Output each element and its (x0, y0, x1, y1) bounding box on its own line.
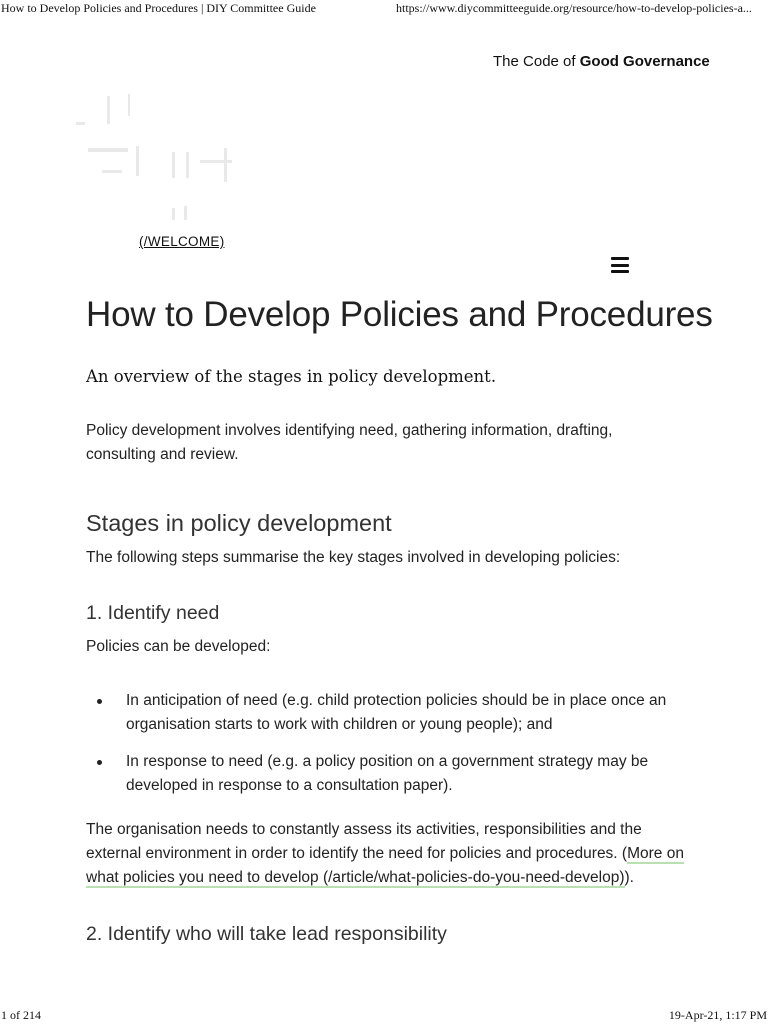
print-header (0, 0, 768, 18)
step-1-paragraph: Policies can be developed: (86, 638, 271, 655)
bullet-icon (97, 699, 102, 704)
list-item-text: In response to need (e.g. a policy position on a government strategy may be developed in response to a consultation paper). (126, 753, 649, 794)
print-footer (0, 1006, 768, 1024)
policies-article-link[interactable]: More on what policies you need to develop (/article/what-policies-do-you-need-develop) (86, 845, 684, 886)
hamburger-menu-icon[interactable] (611, 257, 630, 273)
print-header-title: How to Develop Policies and Procedures | DIY Committee Guide (1, 1, 316, 15)
step-1-bullet-list (86, 689, 676, 811)
list-item (86, 689, 676, 737)
organisation-text: The organisation needs to constantly assess its activities, responsibilities and the external environment in order to identify the need for policies and procedures. ( (86, 821, 642, 862)
welcome-link[interactable]: (/WELCOME) (139, 234, 225, 249)
bullet-icon (97, 760, 102, 765)
section-heading: Stages in policy development (86, 510, 392, 536)
intro-paragraph: Policy development involves identifying need, gathering information, drafting, consulting and review. (86, 422, 613, 463)
print-datetime: 19-Apr-21, 1:17 PM (668, 1008, 767, 1022)
steps-intro-paragraph: The following steps summarise the key stages involved in developing policies: (86, 549, 621, 566)
organisation-paragraph (86, 818, 686, 890)
site-tagline (493, 53, 710, 70)
step-2-heading: 2. Identify who will take lead responsibility (86, 923, 447, 945)
article-subtitle: An overview of the stages in policy development. (86, 367, 497, 386)
page-count: 1 of 214 (1, 1008, 41, 1022)
organisation-text-end: ). (624, 869, 634, 886)
step-1-heading: 1. Identify need (86, 602, 220, 624)
list-item (86, 750, 676, 798)
site-logo[interactable] (72, 88, 292, 228)
page-title: How to Develop Policies and Procedures (86, 295, 713, 334)
print-header-url: https://www.diycommitteeguide.org/resource/how-to-develop-policies-a... (396, 1, 752, 15)
tagline-prefix: The Code of (493, 53, 576, 70)
list-item-text: In anticipation of need (e.g. child protection policies should be in place once an organisation starts to work with children or young people); and (126, 692, 667, 733)
tagline-bold: Good Governance (579, 53, 710, 70)
